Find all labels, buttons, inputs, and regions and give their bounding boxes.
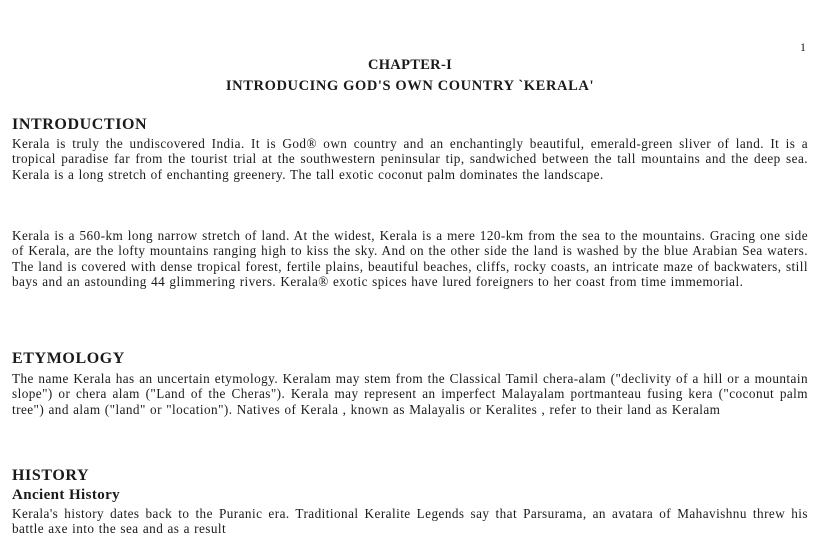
introduction-paragraph-2: Kerala is a 560-km long narrow stretch of land. At the widest, Kerala is a mere 120-km from the sea to the mountains. Gracing one side of Kerala, are the lofty mountains ranging high to kiss the sky. And on the other side the land is washed by the blue Arabian Sea waters. The land is covered with dense tropical forest, fertile plains, beautiful beaches, cliffs, rocky coasts, an intricate maze of backwaters, still bays and an astounding 44 glimmering rivers. Kerala® exotic spices have lured foreigners to her coast from time immemorial. [12, 228, 808, 290]
history-paragraph: Kerala's history dates back to the Puranic era. Traditional Keralite Legends say that Parsurama, an avatara of Mahavishnu threw his battle axe into the sea and as a result [12, 506, 808, 537]
introduction-paragraph-1: Kerala is truly the undiscovered India. It is God® own country and an enchantingly beautiful, emerald-green sliver of land. It is a tropical paradise far from the tourist trial at the southwestern peninsular tip, sandwiched between the tall mountains and the deep sea. Kerala is a long stretch of enchanting greenery. The tall exotic coconut palm dominates the landscape. [12, 136, 808, 182]
introduction-heading: INTRODUCTION [12, 116, 148, 133]
page-number: 1 [800, 40, 806, 54]
history-heading: HISTORY [12, 467, 90, 484]
etymology-paragraph: The name Kerala has an uncertain etymology. Keralam may stem from the Classical Tamil chera-alam ("declivity of a hill or a mountain slope") or chera alam ("Land of the Cheras"). Kerala may represent an imperfect Malayalam portmanteau fusing kera ("coconut palm tree") and alam ("land" or "location"). Natives of Kerala , known as Malayalis or Keralites , refer to their land as Keralam [12, 371, 808, 417]
ancient-history-subheading: Ancient History [12, 487, 121, 503]
chapter-title: INTRODUCING GOD'S OWN COUNTRY `KERALA' [225, 78, 595, 94]
etymology-heading: ETYMOLOGY [12, 350, 125, 367]
chapter-label: CHAPTER-I [367, 57, 453, 73]
